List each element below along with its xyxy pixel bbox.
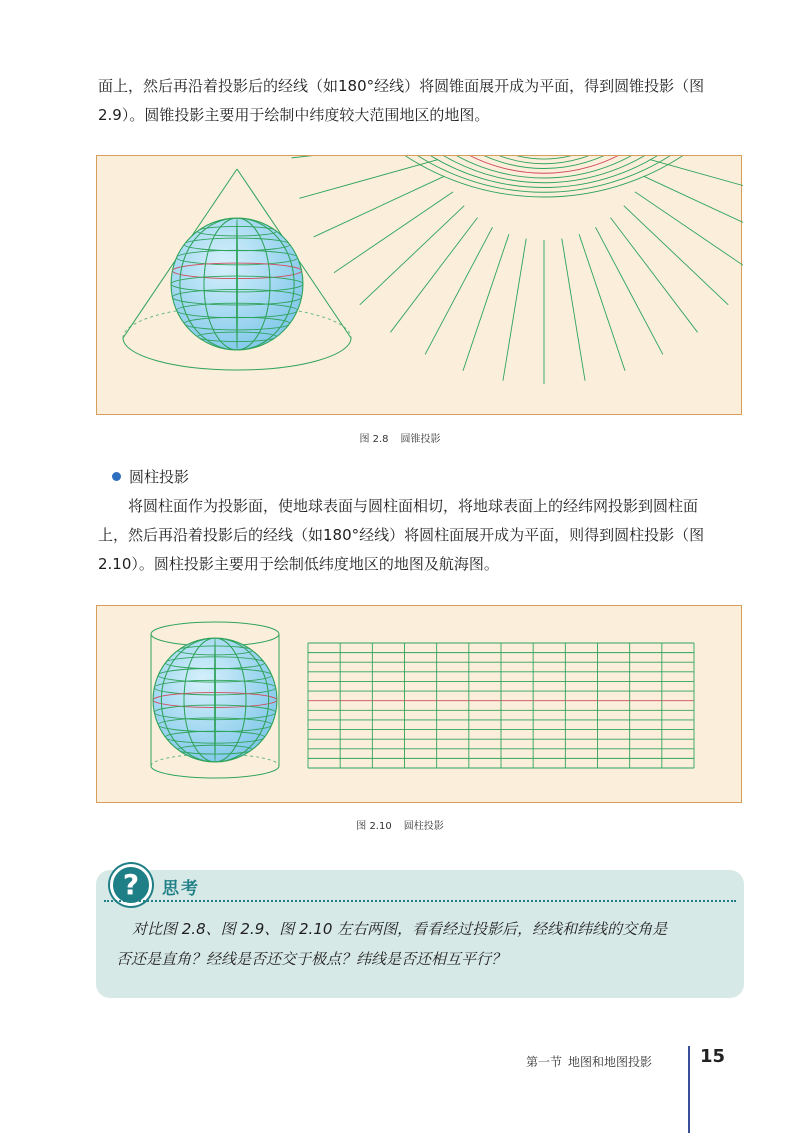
fan-meridian: [562, 239, 585, 381]
figure-2-8-number: 图 2.8: [359, 434, 389, 445]
footer-rule: [688, 1046, 690, 1133]
figure-2-10-caption: [0, 817, 800, 832]
fan-meridian: [299, 160, 438, 199]
conic-projection-illustration: [97, 156, 743, 416]
globe: [153, 638, 277, 762]
fan-parallel: [425, 156, 663, 164]
think-title: 思考: [162, 879, 200, 899]
fan-meridian: [595, 227, 662, 354]
fan-meridian: [650, 160, 743, 199]
footer-chapter: 地图和地图投影: [568, 1055, 653, 1069]
intro-line-1: 面上，然后再沿着投影后的经线（如180°经线）将圆锥面展开成为平面，得到圆锥投影（图: [98, 77, 705, 95]
intro-paragraph: [98, 72, 746, 130]
fan-meridian: [292, 156, 435, 158]
figure-2-8-title: 圆锥投影: [400, 434, 441, 445]
fan-meridian: [334, 192, 453, 273]
think-box: [96, 870, 744, 998]
think-line-1: 对比图 2.8、图 2.9、图 2.10 左右两图，看看经过投影后，经线和纬线的交角是: [132, 920, 668, 938]
question-icon: ?: [110, 864, 152, 906]
cylinder-line-3: 2.10）。圆柱投影主要用于绘制低纬度地区的地图及航海图。: [98, 555, 499, 573]
figure-2-8-caption: [0, 430, 800, 445]
fan-parallel: [358, 156, 730, 183]
fan-meridian: [503, 239, 526, 381]
think-line-2: 否还是直角？经线是否还交于极点？纬线是否还相互平行？: [116, 950, 507, 968]
cylinder-line-2: 上，然后再沿着投影后的经线（如180°经线）将圆柱面展开成为平面，则得到圆柱投影（图: [98, 526, 705, 544]
cylinder-line-1: 将圆柱面作为投影面，使地球表面与圆柱面相切，将地球表面上的经纬网投影到圆柱面: [128, 497, 699, 515]
intro-line-2: 2.9）。圆锥投影主要用于绘制中纬度较大范围地区的地图。: [98, 106, 490, 124]
figure-2-10-number: 图 2.10: [356, 821, 392, 832]
fan-meridian: [644, 176, 743, 237]
unrolled-cone-graticule: [290, 156, 743, 384]
section-title: 圆柱投影: [129, 468, 190, 486]
dotted-divider: [104, 900, 736, 902]
footer-section: 第一节: [526, 1055, 563, 1069]
figure-2-10-title: 圆柱投影: [403, 821, 444, 832]
fan-meridian: [579, 234, 625, 370]
section-heading: [112, 466, 189, 488]
globe: [171, 218, 303, 350]
think-question: [116, 914, 712, 974]
bullet-icon: [112, 472, 121, 481]
cylinder-paragraph: [98, 492, 746, 579]
fan-parallel: [408, 156, 679, 169]
cylindrical-projection-illustration: [97, 606, 743, 804]
figure-cylindrical-projection: [96, 605, 742, 803]
page-number: 15: [700, 1046, 726, 1067]
fan-meridian: [314, 176, 445, 237]
figure-conic-projection: [96, 155, 742, 415]
unrolled-cylinder-graticule: [308, 643, 694, 768]
fan-meridian: [425, 227, 492, 354]
running-footer: [520, 1053, 652, 1070]
fan-meridian: [463, 234, 509, 370]
